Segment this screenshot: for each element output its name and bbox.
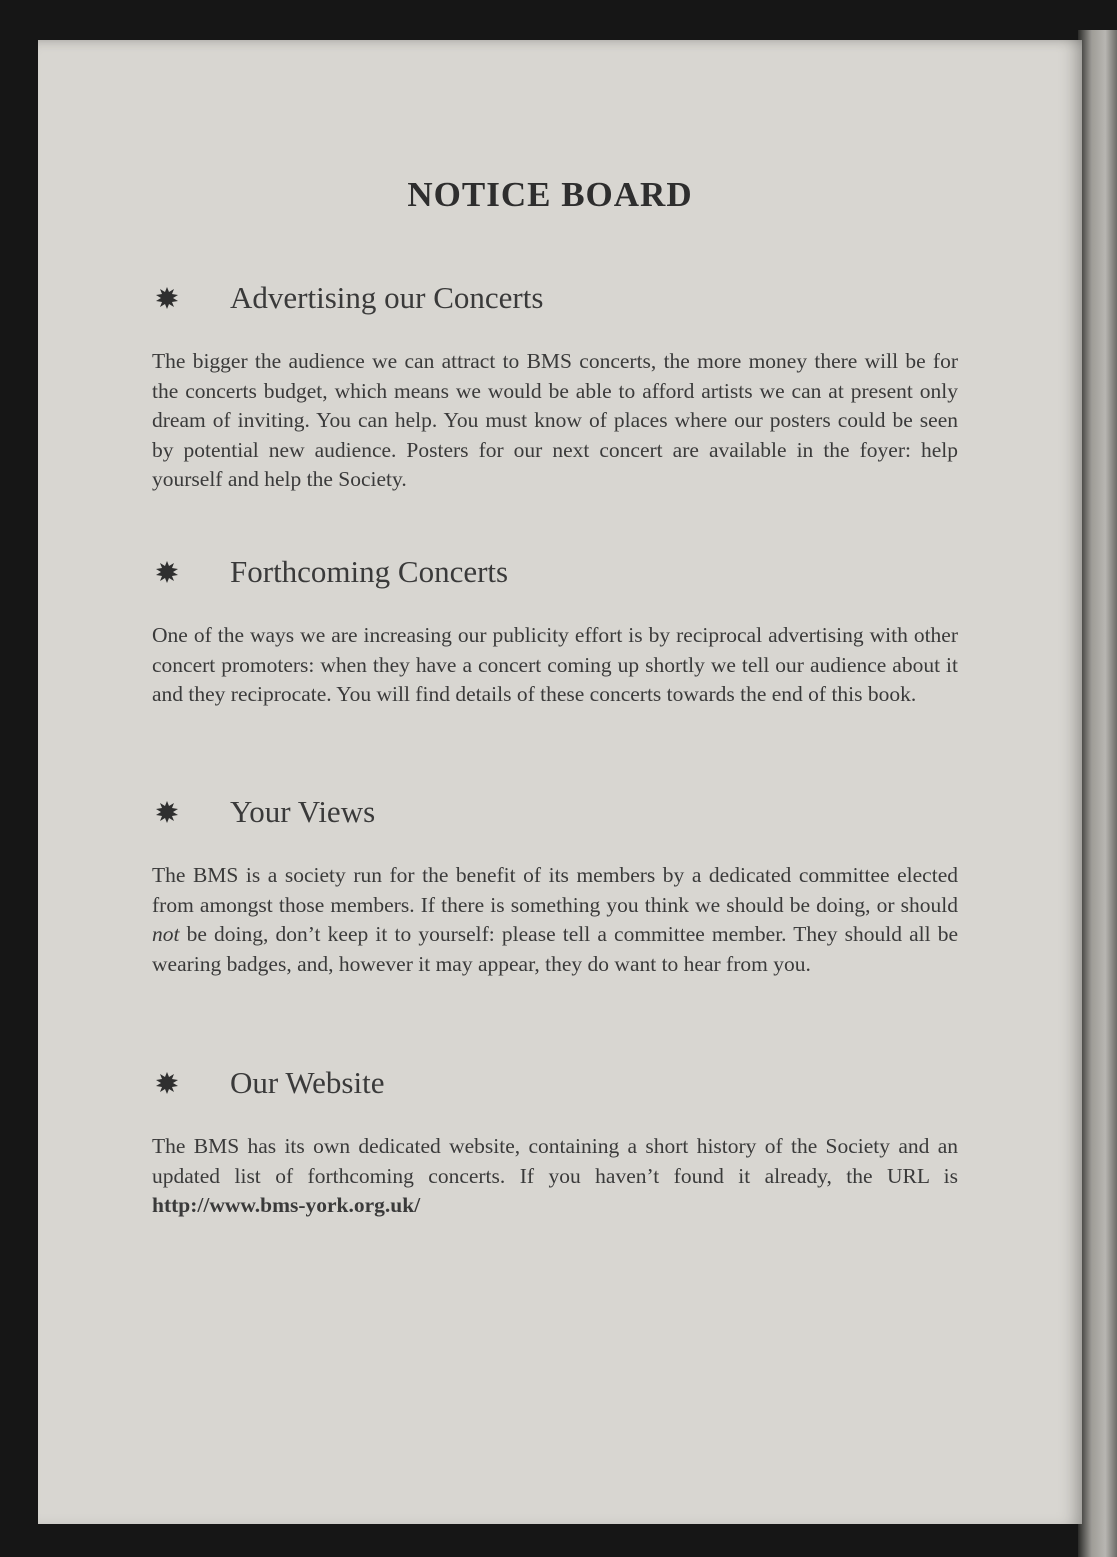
section-advertising — [152, 276, 958, 495]
section-heading — [152, 1061, 958, 1105]
section-heading-text: Your Views — [230, 794, 376, 829]
body-text: The BMS is a society run for the benefit of its members by a dedicated committee elected from amongst those members. If there is something you think we should be doing, or should — [152, 863, 958, 917]
emphasis-text: not — [152, 922, 180, 946]
body-text: The BMS has its own dedicated website, containing a short history of the Society and an updated list of forthcoming concerts. If you haven’t found it already, the URL is — [152, 1134, 958, 1188]
section-heading-text: Advertising our Concerts — [230, 280, 544, 315]
section-heading — [152, 790, 958, 834]
section-heading — [152, 550, 958, 594]
website-url: http://www.bms-york.org.uk/ — [152, 1193, 421, 1217]
section-heading-text: Our Website — [230, 1065, 385, 1100]
starburst-bullet-icon — [156, 801, 178, 823]
page-title: NOTICE BOARD — [407, 175, 693, 214]
section-heading — [152, 276, 958, 320]
starburst-bullet-icon — [156, 1072, 178, 1094]
starburst-bullet-icon — [156, 287, 178, 309]
notice-board-page — [38, 40, 1082, 1524]
section-body — [152, 861, 958, 979]
starburst-bullet-icon — [156, 561, 178, 583]
section-forthcoming-concerts — [152, 550, 958, 710]
section-our-website — [152, 1061, 958, 1221]
section-your-views — [152, 790, 958, 979]
section-body: The bigger the audience we can attract to BMS concerts, the more money there will be for the concerts budget, which means we would be able to afford artists we can at present only dream of inviting. You can help. You must know of places where our posters could be seen by potential new audience. Posters for our next concert are available in the foyer: help yourself and help the Society. — [152, 349, 958, 491]
section-body: One of the ways we are increasing our publicity effort is by reciprocal advertising with other concert promoters: when they have a concert coming up shortly we tell our audience about it and they reciprocate. You will find details of these concerts towards the end of this book. — [152, 623, 958, 706]
body-text: be doing, don’t keep it to yourself: please tell a committee member. They should all be wearing badges, and, however it may appear, they do want to hear from you. — [152, 922, 958, 976]
section-body — [152, 1132, 958, 1221]
book-edge — [1078, 30, 1117, 1557]
section-heading-text: Forthcoming Concerts — [230, 554, 509, 589]
